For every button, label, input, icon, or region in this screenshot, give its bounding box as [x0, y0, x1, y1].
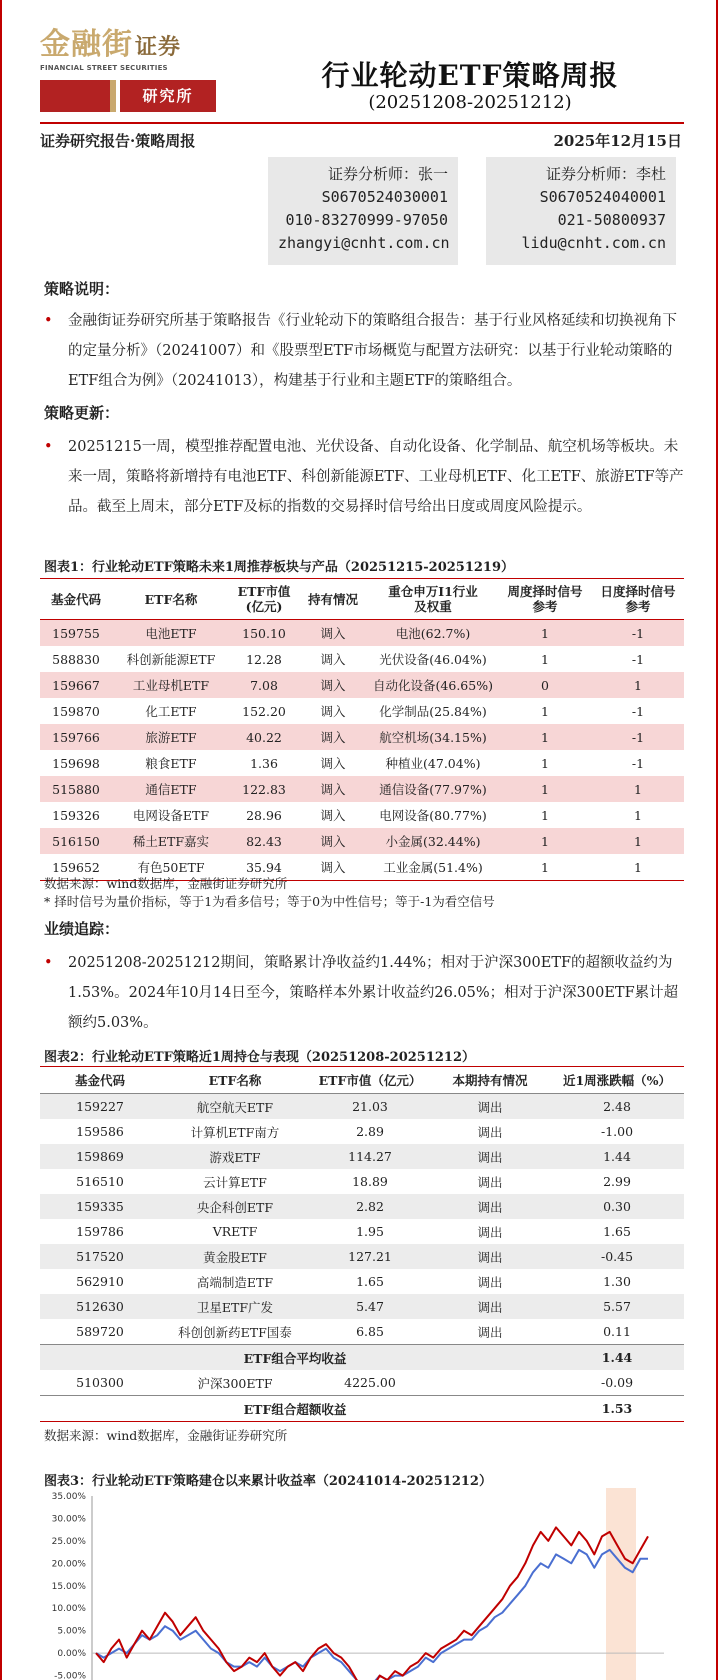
table-cell: 516510 — [76, 1174, 124, 1189]
table-cell: 1 — [592, 854, 684, 881]
table-cell: 调入 — [320, 704, 346, 719]
summary-row — [40, 1345, 684, 1371]
table-cell: 黄金股ETF — [160, 1244, 310, 1269]
performance-text: 20251208-20251212期间，策略累计净收益约1.44%；相对于沪深300ETF的超额收益约为1.53%。2024年10月14日至今，策略样本外累计收益约26.05%；相对于沪深300ETF累计超额约5.03%。 — [68, 955, 679, 1031]
table-cell: 2.82 — [310, 1194, 430, 1219]
table-cell: 1.95 — [356, 1224, 384, 1239]
benchmark-series-line — [96, 1550, 648, 1680]
table-row — [40, 698, 684, 724]
table-cell: -1 — [631, 755, 645, 771]
analyst-name: 证券分析师：李杜 — [545, 165, 666, 183]
table-cell: 1 — [498, 620, 592, 647]
y-tick-label: 20.00% — [51, 1559, 86, 1570]
table-cell: 调入 — [320, 808, 346, 823]
table-cell: 40.22 — [230, 724, 298, 750]
table-cell: 调入 — [320, 756, 346, 771]
table-cell: 科创创新药ETF国泰 — [178, 1324, 292, 1340]
table-cell: -0.09 — [600, 1375, 634, 1390]
table-cell: 159870 — [52, 703, 100, 719]
recommend-table — [40, 578, 684, 881]
table-row — [40, 1094, 684, 1120]
table-cell: 调出 — [430, 1144, 550, 1169]
report-title: 行业轮动ETF策略周报 — [321, 59, 619, 92]
table-cell: 159755 — [40, 620, 112, 647]
table-cell: -0.45 — [550, 1244, 684, 1269]
analyst-email[interactable]: zhangyi@cnht.com.cn — [278, 234, 450, 252]
table-cell: 1 — [541, 651, 549, 667]
table-cell: 电池ETF — [112, 620, 230, 647]
table-cell: 12.28 — [246, 651, 282, 667]
analyst-cert: S0670524040001 — [539, 188, 666, 206]
table-cell: 通信ETF — [112, 776, 230, 802]
table-cell: 510300 — [76, 1375, 124, 1390]
strategy-desc: • 金融街证券研究所基于策略报告《行业轮动下的策略组合报告：基于行业风格延续和切换视角下的定量分析》（20241007）和《股票型ETF市场概览与配置方法研究：以基于行业轮动策略的ETF组合为例》（20241013），构建基于行业和主题ETF的策略组合。 — [44, 306, 684, 396]
col-return: 近1周涨跌幅（%） — [550, 1067, 684, 1094]
table-cell: 1 — [634, 807, 642, 823]
strategy-series-line — [96, 1527, 648, 1680]
table-cell: 工业母机ETF — [112, 672, 230, 698]
table-cell: 122.83 — [230, 776, 298, 802]
logo-sec: 证券 — [135, 34, 182, 60]
report-date: 2025年12月15日 — [553, 132, 682, 150]
y-tick-label: 5.00% — [57, 1626, 86, 1637]
table-row — [40, 1294, 684, 1319]
table-cell: 调入 — [298, 724, 368, 750]
table-cell: -1 — [631, 703, 645, 719]
logo-bar — [40, 80, 194, 112]
table-cell: 159227 — [40, 1094, 160, 1120]
table-row — [40, 672, 684, 698]
report-type: 证券研究报告·策略周报 — [40, 132, 196, 150]
table-row — [40, 1169, 684, 1194]
table-cell: 1.65 — [603, 1224, 631, 1239]
table-cell: 1 — [592, 828, 684, 854]
table-cell: 电池(62.7%) — [368, 620, 498, 647]
strategy-desc-heading: 策略说明： — [44, 280, 120, 298]
table-cell: -1.00 — [600, 1124, 634, 1139]
table-cell: 调入 — [298, 828, 368, 854]
table-cell: 1.65 — [356, 1274, 384, 1289]
table-cell: 589720 — [76, 1324, 124, 1339]
col-weekly: 周度择时信号 参考 — [498, 579, 592, 620]
table-cell: 航空航天ETF — [160, 1094, 310, 1120]
analyst-email[interactable]: lidu@cnht.com.cn — [521, 234, 666, 252]
table-cell: 自动化设备(46.65%) — [368, 672, 498, 698]
logo-cn: 金融街 — [40, 27, 133, 62]
table-cell: 0 — [498, 672, 592, 698]
table-cell: VRETF — [212, 1224, 258, 1239]
table-cell: 电网设备(80.77%) — [379, 808, 487, 823]
table-cell: 种植业(47.04%) — [385, 756, 481, 771]
table-cell: 5.57 — [550, 1294, 684, 1319]
table1-source: 数据来源：wind数据库，金融街证券研究所 — [44, 876, 288, 891]
table-cell: 2.48 — [550, 1094, 684, 1120]
y-tick-label: 25.00% — [51, 1536, 86, 1547]
table2-title: 图表2：行业轮动ETF策略近1周持仓与表现（20251208-20251212） — [44, 1050, 476, 1065]
table-cell: 卫星ETF广发 — [160, 1294, 310, 1319]
table-row — [40, 1319, 684, 1345]
table-row — [40, 1244, 684, 1269]
table-cell: 515880 — [40, 776, 112, 802]
table-cell: 调出 — [430, 1194, 550, 1219]
table-cell: 有色50ETF — [112, 854, 230, 881]
cumulative-return-chart — [40, 1488, 684, 1680]
summary-label: ETF组合平均收益 — [160, 1345, 430, 1371]
table-cell: 调入 — [320, 652, 346, 667]
table-cell: 旅游ETF — [112, 724, 230, 750]
table-cell: 央企科创ETF — [160, 1194, 310, 1219]
table-cell: -1 — [592, 620, 684, 647]
analyst-name: 证券分析师：张一 — [327, 165, 448, 183]
table-row — [40, 724, 684, 750]
table-row — [40, 750, 684, 776]
table-cell: 159335 — [40, 1194, 160, 1219]
col-code: 基金代码 — [40, 1067, 160, 1094]
table-cell: 588830 — [52, 651, 100, 667]
table-cell: 2.99 — [603, 1174, 631, 1189]
table-cell: 1 — [541, 807, 549, 823]
table-cell: 1.30 — [603, 1274, 631, 1289]
logo-dept: 研究所 — [120, 80, 216, 112]
table-cell: 6.85 — [356, 1324, 384, 1339]
table-cell: 21.03 — [310, 1094, 430, 1120]
benchmark-row — [40, 1370, 684, 1396]
table-cell: 159326 — [52, 807, 100, 823]
report-range: (20251208-20251212) — [368, 92, 572, 113]
table-cell: 512630 — [40, 1294, 160, 1319]
strategy-update-text: 20251215一周，模型推荐配置电池、光伏设备、自动化设备、化学制品、航空机场等板块。未来一周，策略将新增持有电池ETF、科创新能源ETF、工业母机ETF、化工ETF、旅游ETF等产品。截至上周末，部分ETF及标的指数的交易择时信号给出日度或周度风险提示。 — [68, 439, 684, 515]
col-mcap: ETF市值（亿元） — [310, 1067, 430, 1094]
table-row — [40, 620, 684, 647]
table-cell — [430, 1370, 550, 1396]
table-cell: 调出 — [477, 1124, 503, 1140]
summary-row — [40, 1396, 684, 1422]
table-cell: 调出 — [477, 1324, 503, 1340]
col-mcap: ETF市值 (亿元) — [230, 579, 298, 620]
table-cell: 航空机场(34.15%) — [368, 724, 498, 750]
table-cell: 517520 — [40, 1244, 160, 1269]
logo — [40, 28, 190, 72]
table1-note: * 择时信号为量价指标，等于1为看多信号；等于0为中性信号；等于-1为看空信号 — [44, 894, 495, 909]
col-daily: 日度择时信号 参考 — [592, 579, 684, 620]
summary-value: 1.44 — [550, 1345, 684, 1371]
table-row — [40, 646, 684, 672]
analyst-phone: 021-50800937 — [557, 211, 666, 229]
performance-heading: 业绩追踪： — [44, 920, 120, 938]
col-hold: 本期持有情况 — [430, 1067, 550, 1094]
y-tick-label: -5.00% — [54, 1671, 86, 1680]
table-row — [40, 828, 684, 854]
logo-en: FINANCIAL STREET SECURITIES — [40, 64, 168, 72]
table-cell: 4225.00 — [344, 1375, 396, 1390]
table-cell: 云计算ETF — [203, 1174, 267, 1190]
table-cell: 18.89 — [352, 1174, 388, 1189]
table-cell: 小金属(32.44%) — [368, 828, 498, 854]
analyst-card-1 — [268, 157, 458, 265]
table-cell: 计算机ETF南方 — [190, 1124, 280, 1140]
col-code: 基金代码 — [40, 579, 112, 620]
table-cell: 1 — [541, 755, 549, 771]
table-cell: 1 — [541, 703, 549, 719]
analyst-phone: 010-83270999-97050 — [285, 211, 448, 229]
table-cell: 游戏ETF — [160, 1144, 310, 1169]
table-cell: 高端制造ETF — [196, 1274, 274, 1290]
table-cell: 1 — [498, 828, 592, 854]
table-cell: 1.36 — [250, 755, 278, 771]
table-cell: 150.10 — [230, 620, 298, 647]
performance: • 20251208-20251212期间，策略累计净收益约1.44%；相对于沪深300ETF的超额收益约为1.53%。2024年10月14日至今，策略样本外累计收益约26.05%；相对于沪深300ETF累计超额约5.03%。 — [44, 948, 684, 1038]
summary-label: ETF组合超额收益 — [160, 1396, 430, 1422]
table-cell: 127.21 — [310, 1244, 430, 1269]
table-cell: 沪深300ETF — [197, 1375, 273, 1391]
table-row — [40, 1119, 684, 1144]
table-cell: 粮食ETF — [145, 756, 197, 771]
y-tick-label: 0.00% — [57, 1649, 86, 1660]
table-cell: 1 — [592, 776, 684, 802]
table-cell: 159869 — [40, 1144, 160, 1169]
table-cell: 调出 — [430, 1244, 550, 1269]
table1-title: 图表1：行业轮动ETF策略未来1周推荐板块与产品（20251215-20251219） — [44, 560, 515, 575]
y-tick-label: 15.00% — [51, 1581, 86, 1592]
summary-value: 1.53 — [550, 1396, 684, 1422]
table-cell: 1 — [498, 776, 592, 802]
table-cell: 159786 — [76, 1224, 124, 1239]
table-cell: 通信设备(77.97%) — [368, 776, 498, 802]
table-cell: 调出 — [430, 1294, 550, 1319]
y-tick-label: 35.00% — [51, 1492, 86, 1502]
holding-table — [40, 1066, 684, 1422]
table-cell: 5.47 — [310, 1294, 430, 1319]
table-cell: 调入 — [298, 854, 368, 881]
table-cell: 1 — [592, 672, 684, 698]
chart-title: 图表3：行业轮动ETF策略建仓以来累计收益率（20241014-20251212） — [44, 1474, 492, 1489]
table-cell: 159698 — [52, 755, 100, 771]
recent-period-band — [606, 1488, 636, 1680]
table-row — [40, 776, 684, 802]
table-cell: 2.89 — [356, 1124, 384, 1139]
table-row — [40, 1269, 684, 1294]
y-tick-label: 30.00% — [51, 1514, 86, 1525]
col-hold: 持有情况 — [298, 579, 368, 620]
table-cell: 516150 — [40, 828, 112, 854]
table-cell: -1 — [592, 724, 684, 750]
strategy-desc-text: 金融街证券研究所基于策略报告《行业轮动下的策略组合报告：基于行业风格延续和切换视角下的定量分析》（20241007）和《股票型ETF市场概览与配置方法研究：以基于行业轮动策略的ETF组合为例》（20241013），构建基于行业和主题ETF的策略组合。 — [68, 313, 677, 389]
table2-source: 数据来源：wind数据库，金融街证券研究所 — [44, 1428, 288, 1443]
analyst-card-2 — [486, 157, 676, 265]
table-cell: 调入 — [298, 620, 368, 647]
table-cell: 电网设备ETF — [132, 808, 210, 823]
col-name: ETF名称 — [112, 579, 230, 620]
table-cell: 1 — [498, 724, 592, 750]
table-cell: 调出 — [477, 1224, 503, 1240]
table-cell: 调出 — [477, 1274, 503, 1290]
table-cell: 1 — [498, 854, 592, 881]
table-cell: 159652 — [40, 854, 112, 881]
table-cell: 化学制品(25.84%) — [379, 704, 487, 719]
table-cell: 科创新能源ETF — [126, 652, 216, 667]
strategy-update: • 20251215一周，模型推荐配置电池、光伏设备、自动化设备、化学制品、航空机场等板块。未来一周，策略将新增持有电池ETF、科创新能源ETF、工业母机ETF、化工ETF、旅游ETF等产品。截至上周末，部分ETF及标的指数的交易择时信号给出日度或周度风险提示。 — [44, 432, 684, 522]
table-cell: 调入 — [298, 776, 368, 802]
table-cell: 光伏设备(46.04%) — [379, 652, 487, 667]
table-cell: 0.30 — [550, 1194, 684, 1219]
table-cell: 调出 — [477, 1174, 503, 1190]
table-cell: 562910 — [76, 1274, 124, 1289]
table-row — [40, 1144, 684, 1169]
table-cell: 0.11 — [603, 1324, 631, 1339]
table-cell: 28.96 — [246, 807, 282, 823]
col-industry: 重仓申万I1行业 及权重 — [368, 579, 498, 620]
header-divider — [40, 122, 684, 124]
table-cell: 7.08 — [230, 672, 298, 698]
strategy-update-heading: 策略更新： — [44, 404, 120, 422]
table-cell: 调入 — [298, 672, 368, 698]
table-cell: 82.43 — [230, 828, 298, 854]
table-cell: 工业金属(51.4%) — [368, 854, 498, 881]
table-row — [40, 1219, 684, 1244]
col-name: ETF名称 — [160, 1067, 310, 1094]
table-cell: 35.94 — [230, 854, 298, 881]
table-cell: 调出 — [430, 1094, 550, 1120]
table-cell: 114.27 — [310, 1144, 430, 1169]
table-cell: 1.44 — [550, 1144, 684, 1169]
y-tick-label: 10.00% — [51, 1604, 86, 1615]
table-cell: 159766 — [40, 724, 112, 750]
table-cell: 稀土ETF嘉实 — [112, 828, 230, 854]
table-cell: 159586 — [76, 1124, 124, 1139]
table-row — [40, 1194, 684, 1219]
table-cell: -1 — [631, 651, 645, 667]
table-cell: 159667 — [40, 672, 112, 698]
table-cell: 化工ETF — [145, 704, 197, 719]
table-row — [40, 802, 684, 828]
table-cell: 152.20 — [242, 703, 286, 719]
analyst-cert: S0670524030001 — [321, 188, 448, 206]
